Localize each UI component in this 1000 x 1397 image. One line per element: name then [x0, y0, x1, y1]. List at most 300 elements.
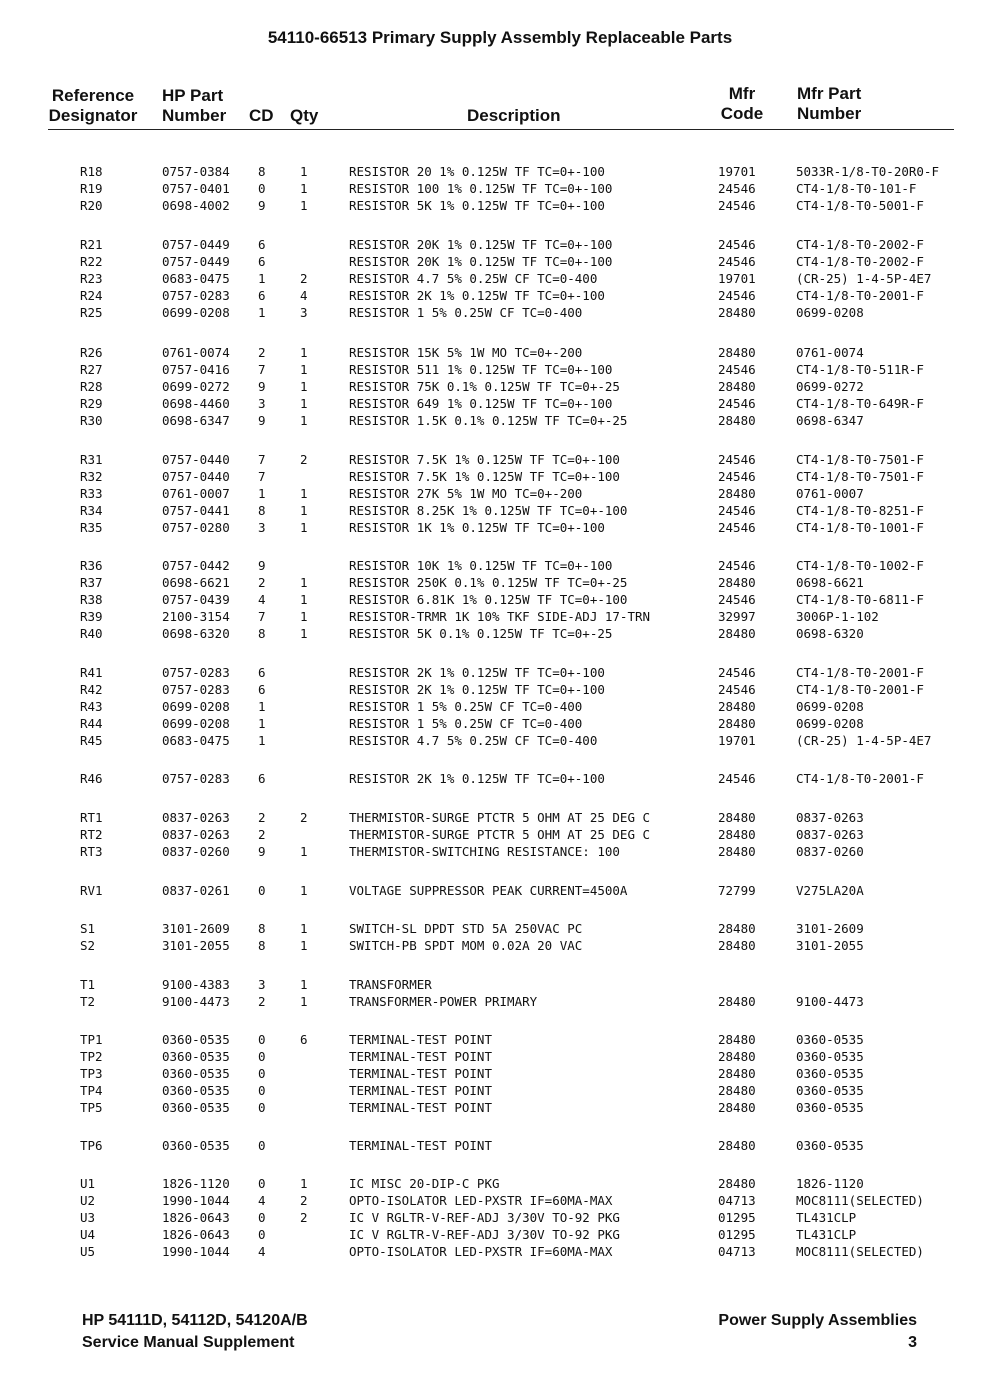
table-row: [0, 608, 1000, 625]
footer-section-title: Power Supply Assemblies: [718, 1312, 917, 1329]
cd-cell: 0: [258, 883, 266, 898]
mfr-part-number-cell: 0699-0208: [796, 305, 864, 320]
description-cell: RESISTOR 8.25K 1% 0.125W TF TC=0+-100: [349, 503, 628, 518]
ref-designator-cell: R32: [80, 469, 103, 484]
qty-cell: 1: [300, 503, 308, 518]
cd-cell: 0: [258, 1083, 266, 1098]
table-row: [0, 1243, 1000, 1260]
hp-part-number-cell: 0757-0449: [162, 237, 230, 252]
description-cell: RESISTOR-TRMR 1K 10% TKF SIDE-ADJ 17-TRN: [349, 609, 651, 624]
mfr-code-cell: 28480: [718, 1176, 756, 1191]
cd-cell: 2: [258, 575, 266, 590]
ref-designator-cell: TP4: [80, 1083, 103, 1098]
cd-cell: 0: [258, 1066, 266, 1081]
cd-cell: 6: [258, 665, 266, 680]
qty-cell: 1: [300, 396, 308, 411]
cd-cell: 7: [258, 362, 266, 377]
description-cell: RESISTOR 100 1% 0.125W TF TC=0+-100: [349, 181, 613, 196]
hp-part-number-cell: 0757-0441: [162, 503, 230, 518]
table-row: [0, 378, 1000, 395]
qty-cell: 2: [300, 271, 308, 286]
cd-cell: 6: [258, 771, 266, 786]
mfr-part-number-cell: TL431CLP: [796, 1227, 857, 1242]
mfr-part-number-cell: 0360-0535: [796, 1138, 864, 1153]
mfr-part-number-cell: MOC8111(SELECTED): [796, 1193, 924, 1208]
qty-cell: 1: [300, 164, 308, 179]
header-cd: CD: [249, 106, 274, 125]
table-row: [0, 1048, 1000, 1065]
table-row: [0, 770, 1000, 787]
hp-part-number-cell: 0757-0401: [162, 181, 230, 196]
description-cell: RESISTOR 20K 1% 0.125W TF TC=0+-100: [349, 237, 613, 252]
qty-cell: 1: [300, 575, 308, 590]
mfr-part-number-cell: (CR-25) 1-4-5P-4E7: [796, 733, 932, 748]
ref-designator-cell: R25: [80, 305, 103, 320]
description-cell: TRANSFORMER: [349, 977, 432, 992]
mfr-part-number-cell: V275LA20A: [796, 883, 864, 898]
qty-cell: 1: [300, 486, 308, 501]
mfr-code-cell: 24546: [718, 503, 756, 518]
mfr-part-number-cell: 0699-0208: [796, 716, 864, 731]
mfr-part-number-cell: CT4-1/8-T0-1002-F: [796, 558, 924, 573]
mfr-part-number-cell: CT4-1/8-T0-2001-F: [796, 682, 924, 697]
table-row: [0, 826, 1000, 843]
mfr-part-number-cell: 1826-1120: [796, 1176, 864, 1191]
description-cell: RESISTOR 1 5% 0.25W CF TC=0-400: [349, 305, 583, 320]
ref-designator-cell: TP1: [80, 1032, 103, 1047]
qty-cell: 1: [300, 609, 308, 624]
header-mfr-part-number: Mfr Part Number: [797, 84, 862, 123]
qty-cell: 4: [300, 288, 308, 303]
ref-designator-cell: TP6: [80, 1138, 103, 1153]
qty-cell: 1: [300, 977, 308, 992]
cd-cell: 6: [258, 288, 266, 303]
cd-cell: 6: [258, 254, 266, 269]
hp-part-number-cell: 1826-0643: [162, 1227, 230, 1242]
ref-designator-cell: TP5: [80, 1100, 103, 1115]
table-row: [0, 1099, 1000, 1116]
qty-cell: 1: [300, 198, 308, 213]
hp-part-number-cell: 0837-0263: [162, 827, 230, 842]
qty-cell: 1: [300, 592, 308, 607]
mfr-part-number-cell: 3101-2609: [796, 921, 864, 936]
mfr-part-number-cell: CT4-1/8-T0-2001-F: [796, 288, 924, 303]
ref-designator-cell: U1: [80, 1176, 96, 1191]
mfr-part-number-cell: 0761-0074: [796, 345, 864, 360]
description-cell: RESISTOR 1 5% 0.25W CF TC=0-400: [349, 716, 583, 731]
hp-part-number-cell: 0360-0535: [162, 1083, 230, 1098]
hp-part-number-cell: 0757-0280: [162, 520, 230, 535]
qty-cell: 1: [300, 844, 308, 859]
mfr-code-cell: 01295: [718, 1210, 756, 1225]
mfr-code-cell: 28480: [718, 938, 756, 953]
hp-part-number-cell: 0757-0283: [162, 771, 230, 786]
description-cell: IC MISC 20-DIP-C PKG: [349, 1176, 500, 1191]
cd-cell: 0: [258, 181, 266, 196]
hp-part-number-cell: 2100-3154: [162, 609, 230, 624]
hp-part-number-cell: 0698-4002: [162, 198, 230, 213]
description-cell: RESISTOR 75K 0.1% 0.125W TF TC=0+-25: [349, 379, 620, 394]
mfr-part-number-cell: CT4-1/8-T0-2002-F: [796, 254, 924, 269]
description-cell: TERMINAL-TEST POINT: [349, 1032, 492, 1047]
mfr-code-cell: 24546: [718, 362, 756, 377]
mfr-code-cell: 24546: [718, 771, 756, 786]
footer-left: [82, 1310, 308, 1354]
hp-part-number-cell: 0699-0208: [162, 699, 230, 714]
cd-cell: 0: [258, 1138, 266, 1153]
qty-cell: 6: [300, 1032, 308, 1047]
description-cell: RESISTOR 4.7 5% 0.25W CF TC=0-400: [349, 733, 598, 748]
table-row: [0, 1082, 1000, 1099]
cd-cell: 8: [258, 626, 266, 641]
mfr-code-cell: 24546: [718, 452, 756, 467]
mfr-code-cell: 28480: [718, 844, 756, 859]
description-cell: IC V RGLTR-V-REF-ADJ 3/30V TO-92 PKG: [349, 1227, 620, 1242]
description-cell: OPTO-ISOLATOR LED-PXSTR IF=60MA-MAX: [349, 1244, 613, 1259]
qty-cell: 2: [300, 1193, 308, 1208]
mfr-part-number-cell: 5033R-1/8-T0-20R0-F: [796, 164, 939, 179]
mfr-part-number-cell: 0698-6320: [796, 626, 864, 641]
ref-designator-cell: R37: [80, 575, 103, 590]
mfr-part-number-cell: 3006P-1-102: [796, 609, 879, 624]
ref-designator-cell: R26: [80, 345, 103, 360]
cd-cell: 0: [258, 1210, 266, 1225]
mfr-part-number-cell: 0698-6347: [796, 413, 864, 428]
mfr-code-cell: 24546: [718, 682, 756, 697]
ref-designator-cell: R18: [80, 164, 103, 179]
mfr-code-cell: 28480: [718, 699, 756, 714]
cd-cell: 4: [258, 1244, 266, 1259]
mfr-code-cell: 28480: [718, 810, 756, 825]
ref-designator-cell: S2: [80, 938, 96, 953]
hp-part-number-cell: 0360-0535: [162, 1066, 230, 1081]
table-row: [0, 625, 1000, 642]
ref-designator-cell: U4: [80, 1227, 96, 1242]
table-row: [0, 1137, 1000, 1154]
hp-part-number-cell: 3101-2055: [162, 938, 230, 953]
mfr-code-cell: 24546: [718, 198, 756, 213]
mfr-part-number-cell: 0698-6621: [796, 575, 864, 590]
table-row: [0, 809, 1000, 826]
cd-cell: 1: [258, 733, 266, 748]
hp-part-number-cell: 0757-0440: [162, 469, 230, 484]
description-cell: RESISTOR 15K 5% 1W MO TC=0+-200: [349, 345, 583, 360]
hp-part-number-cell: 0757-0283: [162, 665, 230, 680]
description-cell: RESISTOR 2K 1% 0.125W TF TC=0+-100: [349, 288, 605, 303]
description-cell: RESISTOR 4.7 5% 0.25W CF TC=0-400: [349, 271, 598, 286]
mfr-code-cell: 04713: [718, 1244, 756, 1259]
table-row: [0, 451, 1000, 468]
mfr-code-cell: 28480: [718, 345, 756, 360]
ref-designator-cell: RT1: [80, 810, 103, 825]
cd-cell: 2: [258, 810, 266, 825]
cd-cell: 3: [258, 977, 266, 992]
mfr-code-cell: 04713: [718, 1193, 756, 1208]
mfr-part-number-cell: 0699-0208: [796, 699, 864, 714]
table-row: [0, 1031, 1000, 1048]
mfr-part-number-cell: CT4-1/8-T0-6811-F: [796, 592, 924, 607]
hp-part-number-cell: 0761-0074: [162, 345, 230, 360]
description-cell: RESISTOR 5K 0.1% 0.125W TF TC=0+-25: [349, 626, 613, 641]
ref-designator-cell: R19: [80, 181, 103, 196]
ref-designator-cell: R39: [80, 609, 103, 624]
page-title: 54110-66513 Primary Supply Assembly Replaceable Parts: [267, 28, 733, 47]
hp-part-number-cell: 0757-0439: [162, 592, 230, 607]
description-cell: RESISTOR 1.5K 0.1% 0.125W TF TC=0+-25: [349, 413, 628, 428]
qty-cell: 1: [300, 626, 308, 641]
mfr-code-cell: 19701: [718, 271, 756, 286]
table-row: [0, 732, 1000, 749]
mfr-part-number-cell: 0360-0535: [796, 1066, 864, 1081]
ref-designator-cell: R45: [80, 733, 103, 748]
mfr-part-number-cell: 0837-0263: [796, 810, 864, 825]
mfr-code-cell: 28480: [718, 1032, 756, 1047]
hp-part-number-cell: 9100-4383: [162, 977, 230, 992]
footer-model-line: HP 54111D, 54112D, 54120A/B: [82, 1312, 308, 1329]
table-row: [0, 304, 1000, 321]
table-row: [0, 920, 1000, 937]
mfr-code-cell: 19701: [718, 733, 756, 748]
mfr-code-cell: 28480: [718, 827, 756, 842]
footer-page-number: 3: [908, 1334, 917, 1351]
mfr-part-number-cell: 0360-0535: [796, 1100, 864, 1115]
cd-cell: 8: [258, 503, 266, 518]
table-row: [0, 882, 1000, 899]
table-row: [0, 993, 1000, 1010]
mfr-code-cell: 24546: [718, 254, 756, 269]
description-cell: RESISTOR 2K 1% 0.125W TF TC=0+-100: [349, 665, 605, 680]
description-cell: RESISTOR 649 1% 0.125W TF TC=0+-100: [349, 396, 613, 411]
ref-designator-cell: U5: [80, 1244, 96, 1259]
hp-part-number-cell: 0683-0475: [162, 271, 230, 286]
mfr-part-number-cell: 0360-0535: [796, 1049, 864, 1064]
mfr-part-number-cell: (CR-25) 1-4-5P-4E7: [796, 271, 932, 286]
hp-part-number-cell: 0761-0007: [162, 486, 230, 501]
description-cell: RESISTOR 10K 1% 0.125W TF TC=0+-100: [349, 558, 613, 573]
description-cell: SWITCH-PB SPDT MOM 0.02A 20 VAC: [349, 938, 583, 953]
hp-part-number-cell: 0699-0208: [162, 305, 230, 320]
hp-part-number-cell: 0698-4460: [162, 396, 230, 411]
hp-part-number-cell: 0837-0261: [162, 883, 230, 898]
mfr-part-number-cell: 0837-0263: [796, 827, 864, 842]
ref-designator-cell: R30: [80, 413, 103, 428]
mfr-part-number-cell: CT4-1/8-T0-649R-F: [796, 396, 924, 411]
qty-cell: 1: [300, 921, 308, 936]
ref-designator-cell: R34: [80, 503, 103, 518]
footer-right: [718, 1310, 917, 1354]
qty-cell: 2: [300, 810, 308, 825]
cd-cell: 0: [258, 1100, 266, 1115]
cd-cell: 0: [258, 1032, 266, 1047]
ref-designator-cell: TP2: [80, 1049, 103, 1064]
mfr-part-number-cell: TL431CLP: [796, 1210, 857, 1225]
table-row: [0, 1175, 1000, 1192]
ref-designator-cell: R23: [80, 271, 103, 286]
ref-designator-cell: R28: [80, 379, 103, 394]
mfr-part-number-cell: CT4-1/8-T0-7501-F: [796, 452, 924, 467]
mfr-part-number-cell: MOC8111(SELECTED): [796, 1244, 924, 1259]
qty-cell: 1: [300, 345, 308, 360]
header-reference-designator: Reference Designator: [48, 86, 138, 125]
cd-cell: 4: [258, 1193, 266, 1208]
mfr-code-cell: 24546: [718, 520, 756, 535]
mfr-code-cell: 24546: [718, 558, 756, 573]
table-row: [0, 574, 1000, 591]
cd-cell: 6: [258, 682, 266, 697]
mfr-code-cell: 28480: [718, 1083, 756, 1098]
hp-part-number-cell: 1826-0643: [162, 1210, 230, 1225]
cd-cell: 4: [258, 592, 266, 607]
mfr-part-number-cell: CT4-1/8-T0-5001-F: [796, 198, 924, 213]
mfr-part-number-cell: CT4-1/8-T0-2001-F: [796, 665, 924, 680]
table-row: [0, 287, 1000, 304]
table-row: [0, 395, 1000, 412]
table-row: [0, 664, 1000, 681]
ref-designator-cell: R22: [80, 254, 103, 269]
cd-cell: 0: [258, 1227, 266, 1242]
qty-cell: 1: [300, 181, 308, 196]
qty-cell: 1: [300, 520, 308, 535]
table-row: [0, 519, 1000, 536]
ref-designator-cell: R46: [80, 771, 103, 786]
mfr-code-cell: 01295: [718, 1227, 756, 1242]
hp-part-number-cell: 0757-0283: [162, 682, 230, 697]
cd-cell: 2: [258, 345, 266, 360]
table-row: [0, 180, 1000, 197]
hp-part-number-cell: 0360-0535: [162, 1032, 230, 1047]
mfr-code-cell: 28480: [718, 1138, 756, 1153]
mfr-code-cell: 24546: [718, 665, 756, 680]
mfr-code-cell: 24546: [718, 288, 756, 303]
cd-cell: 9: [258, 413, 266, 428]
description-cell: THERMISTOR-SURGE PTCTR 5 OHM AT 25 DEG C: [349, 827, 651, 842]
ref-designator-cell: TP3: [80, 1066, 103, 1081]
mfr-code-cell: 19701: [718, 164, 756, 179]
cd-cell: 7: [258, 469, 266, 484]
cd-cell: 0: [258, 1049, 266, 1064]
mfr-code-cell: 28480: [718, 1066, 756, 1081]
description-cell: TERMINAL-TEST POINT: [349, 1138, 492, 1153]
mfr-code-cell: 24546: [718, 396, 756, 411]
hp-part-number-cell: 0837-0263: [162, 810, 230, 825]
mfr-part-number-cell: CT4-1/8-T0-8251-F: [796, 503, 924, 518]
qty-cell: 1: [300, 413, 308, 428]
qty-cell: 1: [300, 938, 308, 953]
hp-part-number-cell: 0698-6320: [162, 626, 230, 641]
table-row: [0, 270, 1000, 287]
hp-part-number-cell: 0360-0535: [162, 1100, 230, 1115]
mfr-code-cell: 32997: [718, 609, 756, 624]
mfr-code-cell: 24546: [718, 237, 756, 252]
cd-cell: 1: [258, 486, 266, 501]
description-cell: RESISTOR 1K 1% 0.125W TF TC=0+-100: [349, 520, 605, 535]
table-row: [0, 502, 1000, 519]
description-cell: RESISTOR 20 1% 0.125W TF TC=0+-100: [349, 164, 605, 179]
mfr-part-number-cell: 3101-2055: [796, 938, 864, 953]
header-hp-part-number: HP Part Number: [162, 86, 227, 125]
table-row: [0, 557, 1000, 574]
mfr-part-number-cell: 0761-0007: [796, 486, 864, 501]
table-row: [0, 1065, 1000, 1082]
hp-part-number-cell: 0699-0208: [162, 716, 230, 731]
header-mfr-code: Mfr Code: [720, 84, 764, 123]
ref-designator-cell: T2: [80, 994, 96, 1009]
ref-designator-cell: RV1: [80, 883, 103, 898]
hp-part-number-cell: 3101-2609: [162, 921, 230, 936]
description-cell: TERMINAL-TEST POINT: [349, 1100, 492, 1115]
header-qty: Qty: [290, 106, 319, 125]
mfr-code-cell: 28480: [718, 379, 756, 394]
hp-part-number-cell: 0360-0535: [162, 1138, 230, 1153]
qty-cell: 1: [300, 362, 308, 377]
cd-cell: 2: [258, 827, 266, 842]
qty-cell: 1: [300, 1176, 308, 1191]
description-cell: THERMISTOR-SURGE PTCTR 5 OHM AT 25 DEG C: [349, 810, 651, 825]
ref-designator-cell: RT2: [80, 827, 103, 842]
hp-part-number-cell: 0360-0535: [162, 1049, 230, 1064]
table-row: [0, 468, 1000, 485]
mfr-code-cell: 28480: [718, 305, 756, 320]
hp-part-number-cell: 1990-1044: [162, 1244, 230, 1259]
description-cell: RESISTOR 20K 1% 0.125W TF TC=0+-100: [349, 254, 613, 269]
ref-designator-cell: R21: [80, 237, 103, 252]
mfr-part-number-cell: 0360-0535: [796, 1032, 864, 1047]
description-cell: RESISTOR 7.5K 1% 0.125W TF TC=0+-100: [349, 469, 620, 484]
mfr-code-cell: 72799: [718, 883, 756, 898]
ref-designator-cell: U2: [80, 1193, 96, 1208]
table-row: [0, 361, 1000, 378]
mfr-code-cell: 28480: [718, 994, 756, 1009]
table-row: [0, 1209, 1000, 1226]
cd-cell: 3: [258, 520, 266, 535]
mfr-code-cell: 28480: [718, 486, 756, 501]
mfr-part-number-cell: CT4-1/8-T0-101-F: [796, 181, 917, 196]
ref-designator-cell: R24: [80, 288, 103, 303]
cd-cell: 8: [258, 164, 266, 179]
description-cell: RESISTOR 27K 5% 1W MO TC=0+-200: [349, 486, 583, 501]
hp-part-number-cell: 0757-0416: [162, 362, 230, 377]
mfr-code-cell: 28480: [718, 716, 756, 731]
table-row: [0, 197, 1000, 214]
hp-part-number-cell: 0698-6347: [162, 413, 230, 428]
hp-part-number-cell: 0757-0440: [162, 452, 230, 467]
ref-designator-cell: R36: [80, 558, 103, 573]
description-cell: OPTO-ISOLATOR LED-PXSTR IF=60MA-MAX: [349, 1193, 613, 1208]
table-row: [0, 163, 1000, 180]
mfr-part-number-cell: 0360-0535: [796, 1083, 864, 1098]
table-row: [0, 412, 1000, 429]
cd-cell: 8: [258, 921, 266, 936]
qty-cell: 1: [300, 379, 308, 394]
description-cell: RESISTOR 1 5% 0.25W CF TC=0-400: [349, 699, 583, 714]
cd-cell: 8: [258, 938, 266, 953]
cd-cell: 7: [258, 452, 266, 467]
qty-cell: 1: [300, 883, 308, 898]
cd-cell: 1: [258, 699, 266, 714]
ref-designator-cell: R38: [80, 592, 103, 607]
cd-cell: 3: [258, 396, 266, 411]
qty-cell: 2: [300, 452, 308, 467]
hp-part-number-cell: 0837-0260: [162, 844, 230, 859]
ref-designator-cell: U3: [80, 1210, 96, 1225]
ref-designator-cell: R29: [80, 396, 103, 411]
cd-cell: 6: [258, 237, 266, 252]
description-cell: RESISTOR 2K 1% 0.125W TF TC=0+-100: [349, 682, 605, 697]
cd-cell: 1: [258, 271, 266, 286]
mfr-part-number-cell: CT4-1/8-T0-1001-F: [796, 520, 924, 535]
description-cell: RESISTOR 5K 1% 0.125W TF TC=0+-100: [349, 198, 605, 213]
cd-cell: 9: [258, 558, 266, 573]
